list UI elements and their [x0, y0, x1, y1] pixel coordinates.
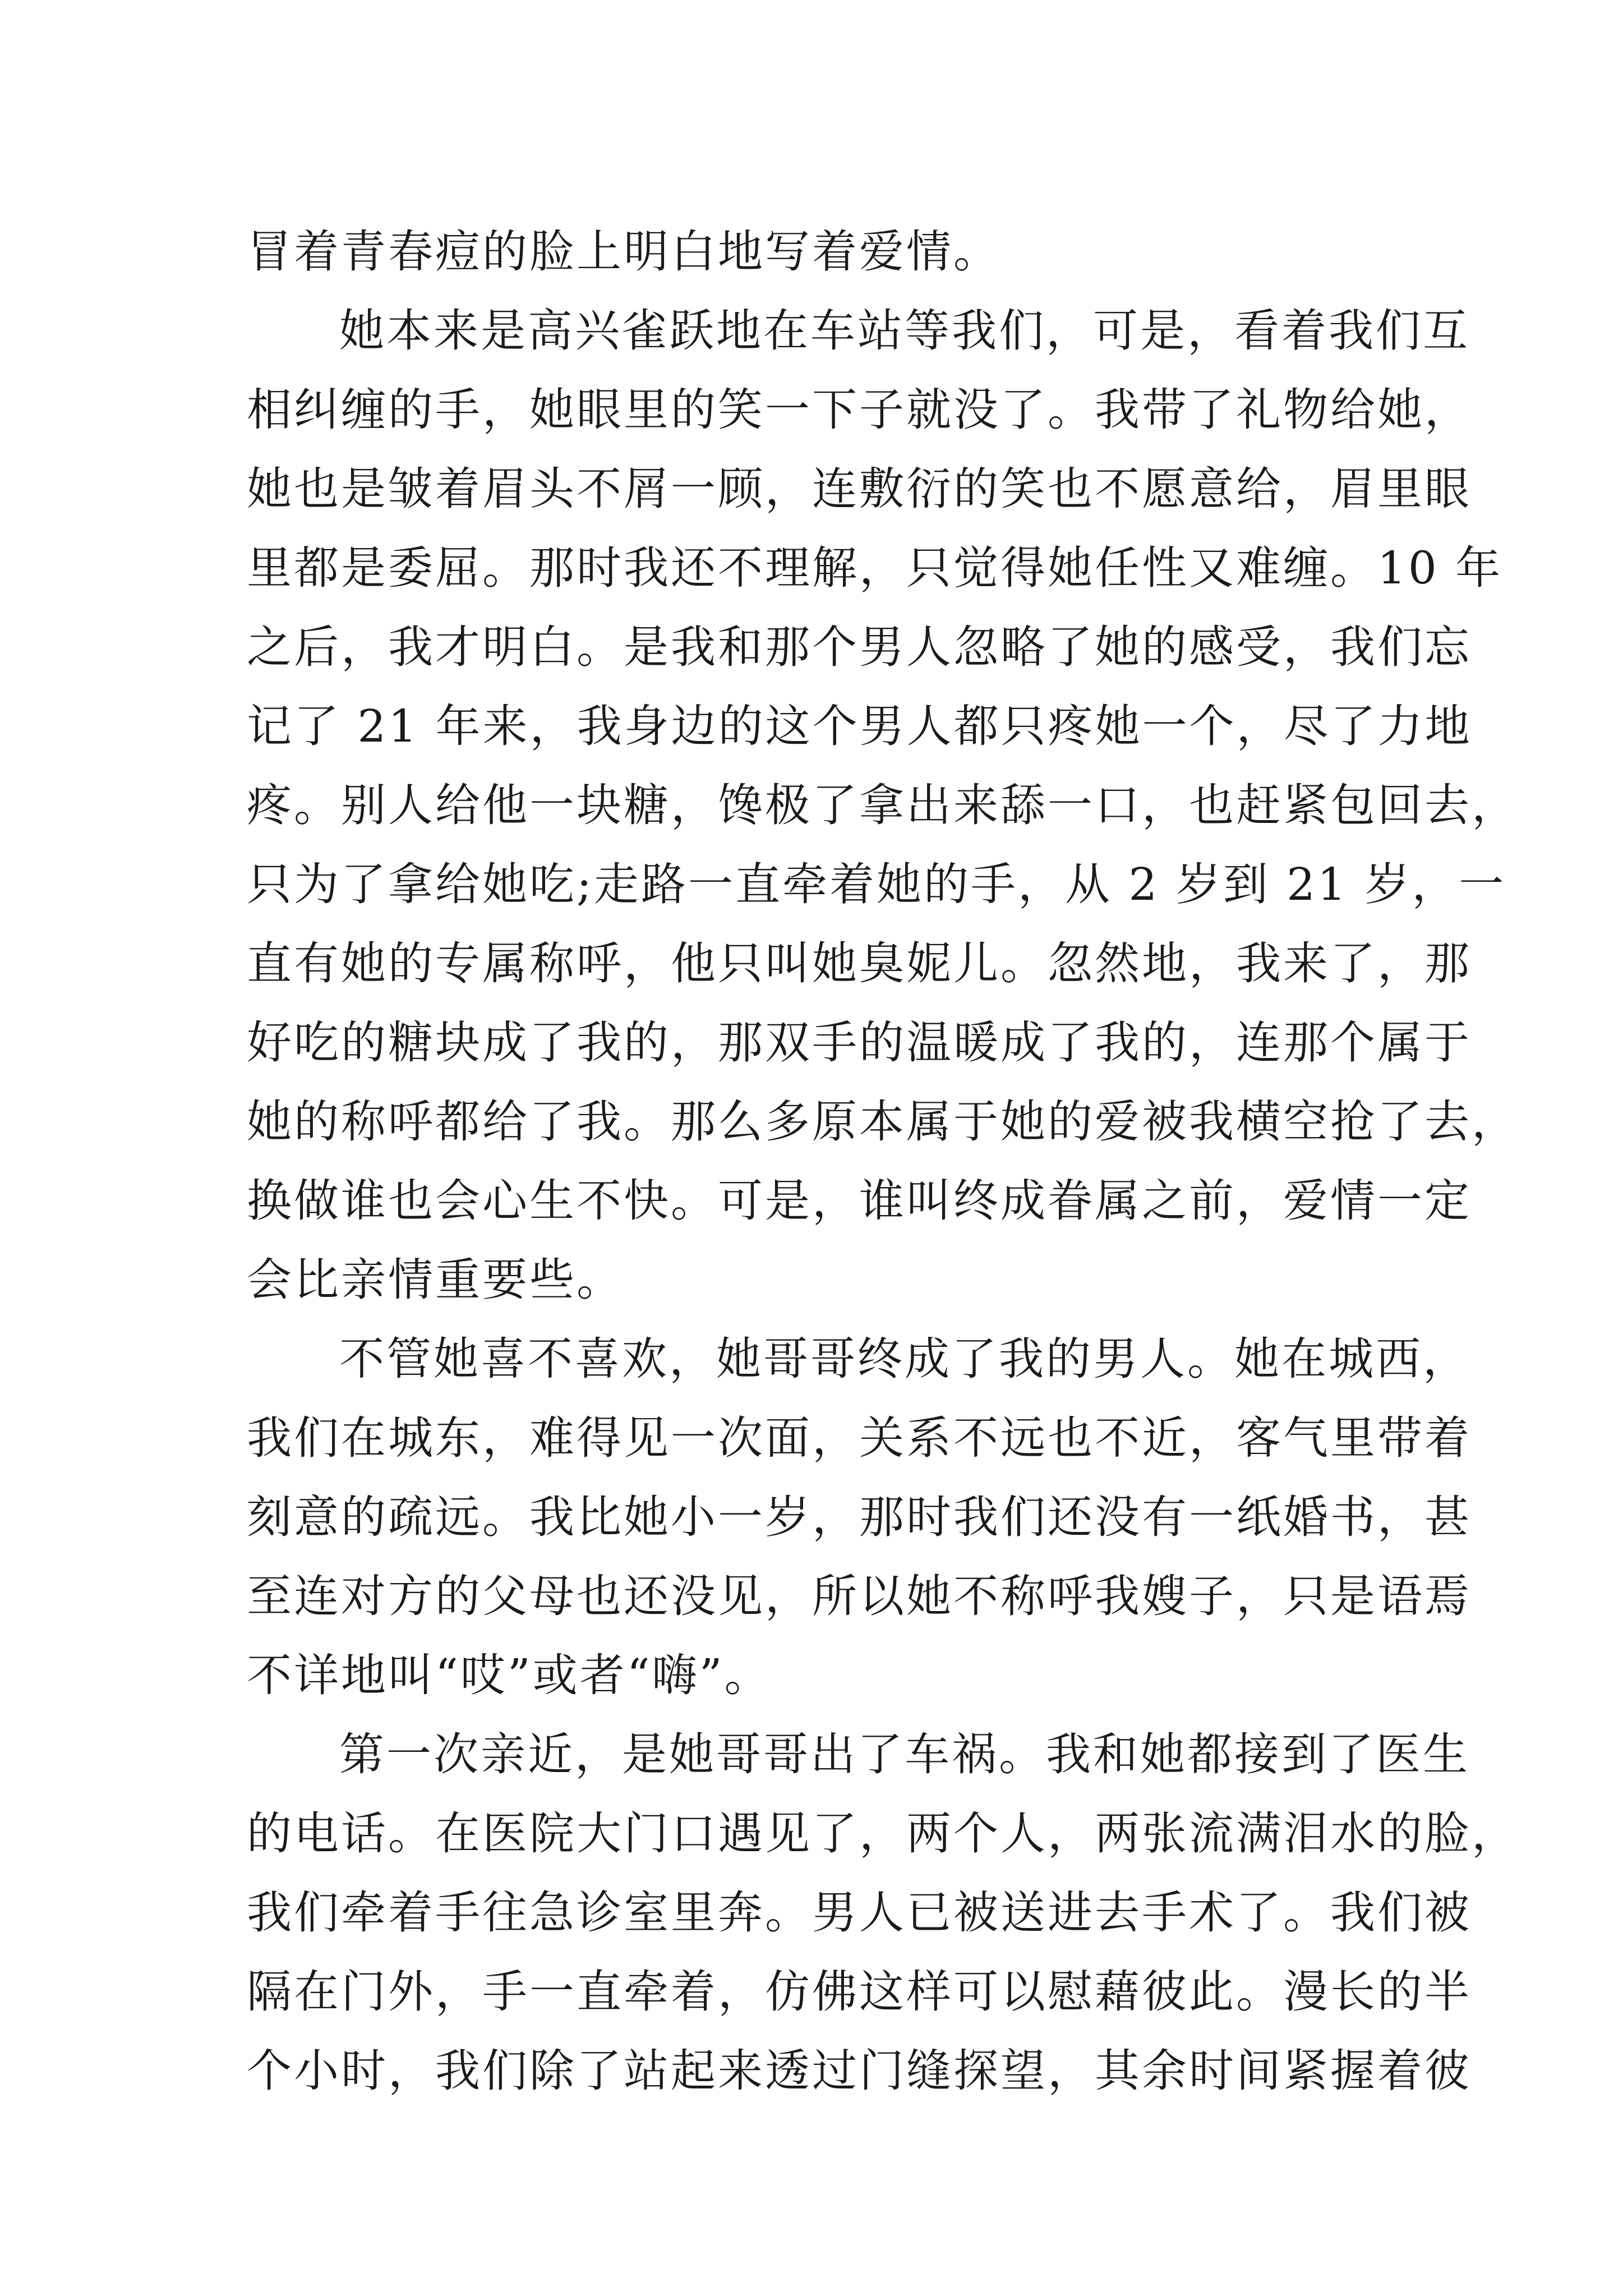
- text-line: 不详地叫“哎”或者“嗨”。: [247, 1649, 772, 1701]
- text-line: 里都是委屈。那时我还不理解，只觉得她任性又难缠。10 年: [247, 542, 1503, 594]
- body-text: [247, 212, 1519, 2110]
- text-line: 冒着青春痘的脸上明白地写着爱情。: [247, 226, 1000, 278]
- text-line: 我们在城东，难得见一次面，关系不远也不近，客气里带着: [247, 1412, 1472, 1464]
- text-line: 会比亲情重要些。: [247, 1254, 624, 1306]
- text-line: 换做谁也会心生不快。可是，谁叫终成眷属之前，爱情一定: [247, 1175, 1472, 1227]
- text-line: 隔在门外，手一直牵着，仿佛这样可以慰藉彼此。漫长的半: [247, 1966, 1472, 2018]
- text-line: 记了 21 年来，我身边的这个男人都只疼她一个，尽了力地: [247, 700, 1472, 752]
- paragraph-first-line: 不管她喜不喜欢，她哥哥终成了我的男人。她在城西，: [339, 1333, 1470, 1385]
- text-line: 的电话。在医院大门口遇见了，两个人，两张流满泪水的脸，: [247, 1807, 1519, 1860]
- text-line: 我们牵着手往急诊室里奔。男人已被送进去手术了。我们被: [247, 1887, 1472, 1939]
- text-line: 刻意的疏远。我比她小一岁，那时我们还没有一纸婚书，甚: [247, 1491, 1472, 1543]
- paragraph-first-line: 第一次亲近，是她哥哥出了车祸。我和她都接到了医生: [339, 1728, 1470, 1780]
- text-line: 直有她的专属称呼，他只叫她臭妮儿。忽然地，我来了，那: [247, 937, 1472, 990]
- text-line: 只为了拿给她吃;走路一直牵着她的手，从 2 岁到 21 岁，一: [247, 858, 1506, 910]
- text-line: 她的称呼都给了我。那么多原本属于她的爱被我横空抢了去，: [247, 1096, 1519, 1148]
- text-line: 之后，我才明白。是我和那个男人忽略了她的感受，我们忘: [247, 621, 1472, 673]
- text-line: 相纠缠的手，她眼里的笑一下子就没了。我带了礼物给她，: [247, 384, 1472, 436]
- text-line: 疼。别人给他一块糖，馋极了拿出来舔一口，也赶紧包回去，: [247, 779, 1519, 831]
- paragraph-first-line: 她本来是高兴雀跃地在车站等我们，可是，看着我们互: [339, 305, 1470, 357]
- text-line: 好吃的糖块成了我的，那双手的温暖成了我的，连那个属于: [247, 1016, 1472, 1069]
- text-line: 至连对方的父母也还没见，所以她不称呼我嫂子，只是语焉: [247, 1570, 1472, 1622]
- text-line: 个小时，我们除了站起来透过门缝探望，其余时间紧握着彼: [247, 2045, 1472, 2097]
- text-line: 她也是皱着眉头不屑一顾，连敷衍的笑也不愿意给，眉里眼: [247, 463, 1472, 515]
